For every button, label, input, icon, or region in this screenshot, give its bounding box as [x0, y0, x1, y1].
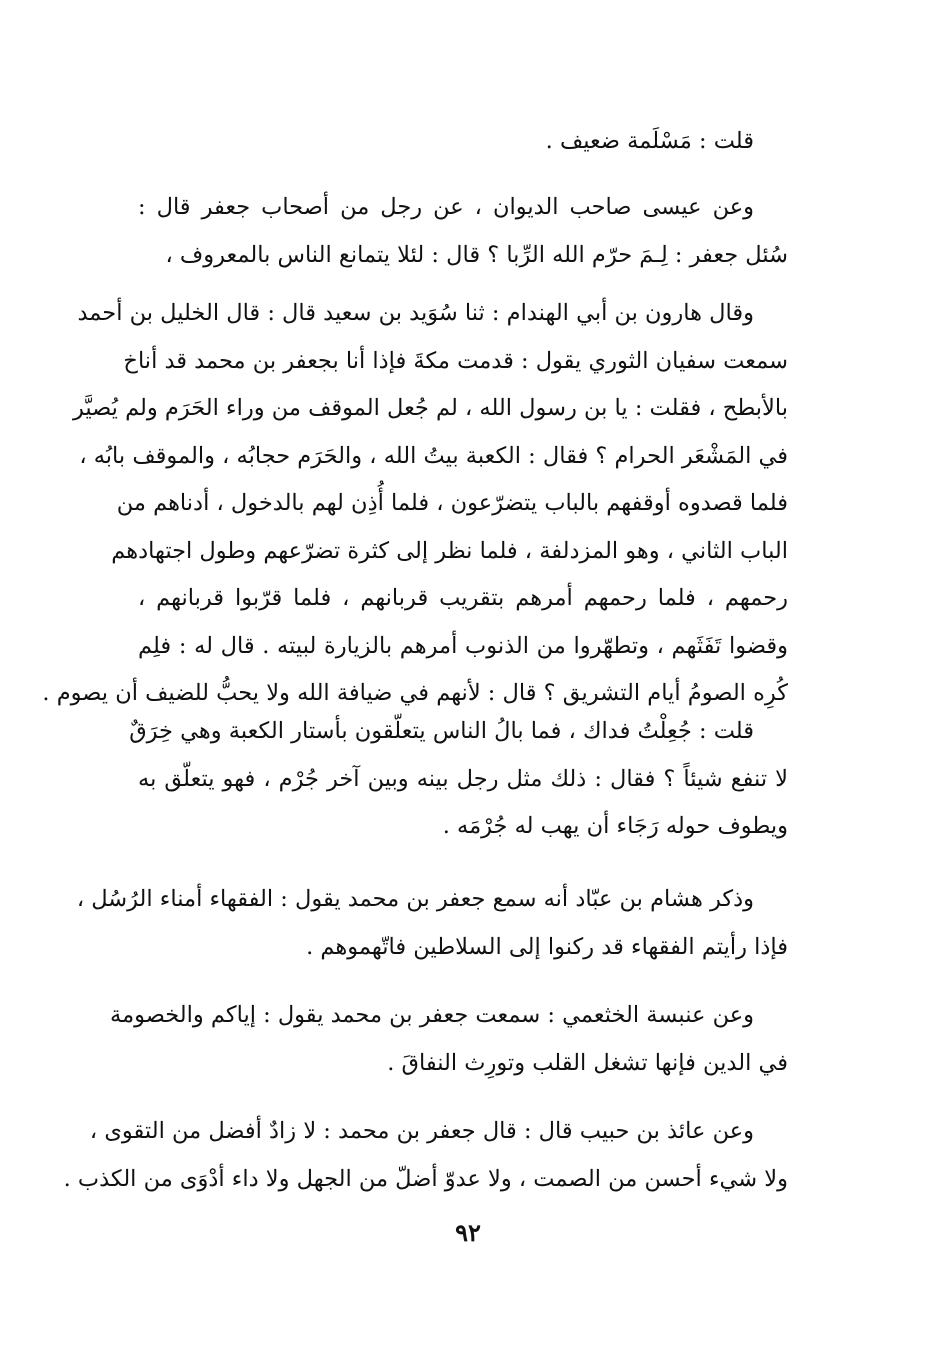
- text-line: وذكر هشام بن عبّاد أنه سمع جعفر بن محمد يقول : الفقهاء أمناء الرُسُل ،: [76, 886, 754, 912]
- paragraph-1: [104, 118, 788, 166]
- text-line: قلت : مَسْلَمة ضعيف .: [545, 128, 754, 154]
- text-line: قلت : جُعِلْتُ فداك ، فما بالُ الناس يتعلّقون بأستار الكعبة وهي خِرَقٌ: [129, 718, 754, 744]
- text-line: وقال هارون بن أبي الهندام : ثنا سُوَيد بن سعيد قال : قال الخليل بن أحمد: [77, 300, 754, 326]
- text-line: سُئل جعفر : لِـمَ حرّم الله الرِّبا ؟ قال : لئلا يتمانع الناس بالمعروف ،: [165, 241, 788, 268]
- paragraph-7: [63, 1108, 788, 1203]
- text-line: وعن عيسى صاحب الديوان ، عن رجل من أصحاب جعفر قال :: [138, 194, 754, 220]
- paragraph-5: [76, 876, 788, 971]
- text-line: ولا شيء أحسن من الصمت ، ولا عدوّ أضلّ من الجهل ولا داء أدْوَى من الكذب .: [63, 1165, 788, 1192]
- text-line: فلما قصدوه أوقفهم بالباب يتضرّعون ، فلما أُذِن لهم بالدخول ، أدناهم من: [116, 490, 788, 516]
- text-line: وعن عائذ بن حبيب قال : قال جعفر بن محمد : لا زادٌ أفضل من التقوى ،: [89, 1118, 754, 1144]
- paragraph-3: [42, 290, 788, 718]
- paragraph-6: [110, 992, 788, 1087]
- text-line: وعن عنبسة الخثعمي : سمعت جعفر بن محمد يقول : إياكم والخصومة: [110, 1002, 754, 1028]
- text-line: ويطوف حوله رَجَاء أن يهب له جُرْمَه .: [442, 813, 788, 839]
- paragraph-2: [138, 184, 788, 279]
- text-line: وقضوا تَفَثَهم ، وتطهّروا من الذنوب أمرهم بالزيارة لبيته . قال له : فلِم: [138, 632, 788, 659]
- text-line: سمعت سفيان الثوري يقول : قدمت مكةَ فإذا أنا بجعفر بن محمد قد أناخ: [123, 347, 788, 374]
- text-line: في الدين فإنها تشغل القلب وتورِث النفاقَ .: [387, 1049, 788, 1076]
- text-line: الباب الثاني ، وهو المزدلفة ، فلما نظر إلى كثرة تضرّعهم وطول اجتهادهم: [111, 537, 788, 564]
- text-line: في المَشْعَر الحرام ؟ فقال : الكعبة بيتُ الله ، والحَرَم حجابُه ، والموقف بابُه ،: [79, 442, 788, 469]
- text-line: كُرِه الصومُ أيام التشريق ؟ قال : لأنهم في ضيافة الله ولا يحبُّ للضيف أن يصوم .: [42, 680, 788, 706]
- text-line: بالأبطح ، فقلت : يا بن رسول الله ، لم جُعل الموقف من وراء الحَرَم ولم يُصيَّر: [72, 395, 788, 421]
- page-number: ٩٢: [455, 1218, 481, 1247]
- paragraph-4: [129, 708, 788, 851]
- text-line: لا تنفع شيئاً ؟ فقال : ذلك مثل رجل بينه وبين آخر جُرْم ، فهو يتعلّق به: [138, 765, 788, 792]
- text-line: فإذا رأيتم الفقهاء قد ركنوا إلى السلاطين فاتّهموهم .: [306, 933, 788, 960]
- text-line: رحمهم ، فلما رحمهم أمرهم بتقريب قربانهم ، فلما قرّبوا قربانهم ،: [138, 585, 788, 611]
